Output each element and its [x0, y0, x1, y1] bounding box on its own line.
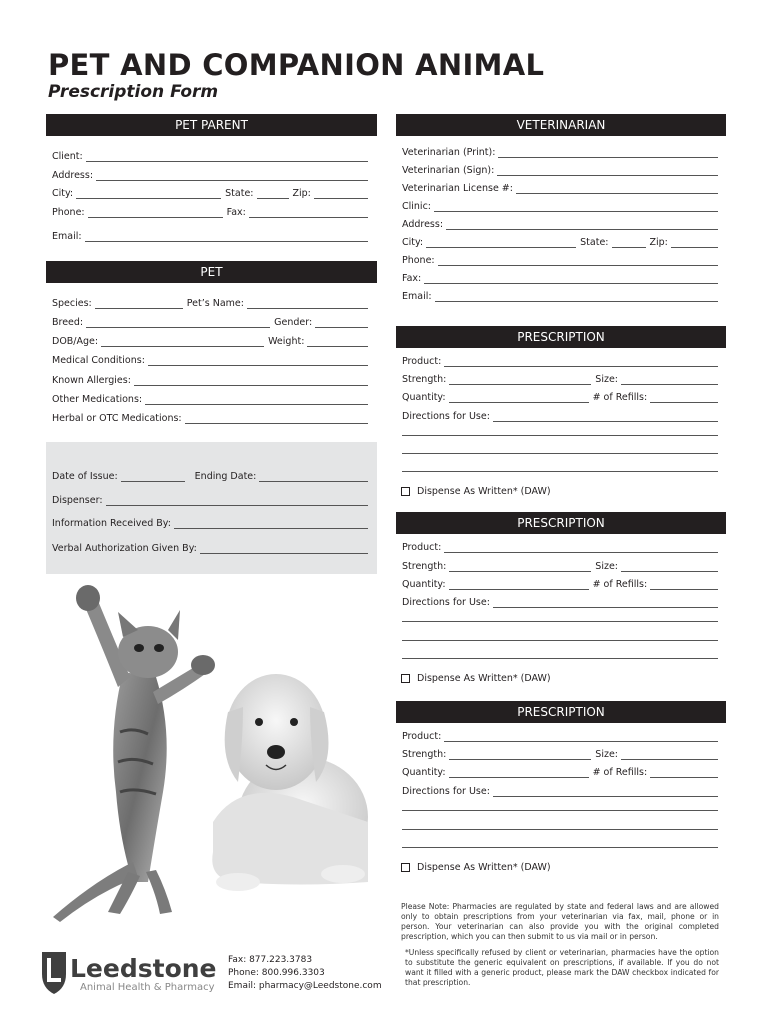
address-field[interactable]: Address:	[52, 167, 368, 181]
form-title: PET AND COMPANION ANIMAL	[48, 48, 545, 82]
rx2-strength-size-field[interactable]: Strength: Size:	[402, 558, 718, 572]
logo-tagline: Animal Health & Pharmacy	[80, 982, 215, 993]
other-medications-field[interactable]: Other Medications:	[52, 391, 368, 405]
dob-weight-field[interactable]: DOB/Age: Weight:	[52, 333, 368, 347]
rx1-directions-line-2[interactable]	[402, 435, 718, 436]
known-allergies-field[interactable]: Known Allergies:	[52, 372, 368, 386]
prescription-2-header: PRESCRIPTION	[396, 512, 726, 534]
phone-fax-field[interactable]: Phone: Fax:	[52, 204, 368, 218]
rx1-strength-size-field[interactable]: Strength: Size:	[402, 371, 718, 385]
contact-fax: Fax: 877.223.3783	[228, 955, 313, 965]
rx2-product-field[interactable]: Product:	[402, 539, 718, 553]
pet-parent-header: PET PARENT	[46, 114, 377, 136]
pet-header: PET	[46, 261, 377, 283]
rx2-directions-line-2[interactable]	[402, 621, 718, 622]
veterinarian-header: VETERINARIAN	[396, 114, 726, 136]
pharmacy-use-box	[46, 442, 377, 574]
generic-substitution-note: *Unless specifically refused by client or veterinarian, pharmacies have the option to substitute the generic equivalent on prescriptions, if available. If you do not want it filled with a generic product, please mark the DAW checkbox indicated for that prescription.	[405, 948, 719, 987]
city-state-zip-field[interactable]: City: State: Zip:	[52, 185, 368, 199]
issue-ending-date-field[interactable]: Date of Issue: Ending Date:	[52, 468, 368, 482]
rx2-daw-checkbox[interactable]: Dispense As Written* (DAW)	[401, 673, 551, 684]
clinic-field[interactable]: Clinic:	[402, 198, 718, 212]
rx3-strength-size-field[interactable]: Strength: Size:	[402, 746, 718, 760]
checkbox-icon	[401, 674, 410, 683]
herbal-otc-field[interactable]: Herbal or OTC Medications:	[52, 410, 368, 424]
rx2-directions-line-3[interactable]	[402, 640, 718, 641]
vet-license-field[interactable]: Veterinarian License #:	[402, 180, 718, 194]
form-subtitle: Prescription Form	[48, 82, 219, 102]
vet-sign-field[interactable]: Veterinarian (Sign):	[402, 162, 718, 176]
rx2-quantity-refills-field[interactable]: Quantity: # of Refills:	[402, 576, 718, 590]
pharmacy-note: Please Note: Pharmacies are regulated by state and federal laws and are allowed only to obtain prescriptions from your veterinarian via fax, mail, phone or in person. Your veterinarian can also provide you with the original completed prescription, which you can then submit to us via mail or in person.	[401, 902, 719, 941]
client-field[interactable]: Client:	[52, 148, 368, 162]
contact-email[interactable]: Email: pharmacy@Leedstone.com	[228, 981, 382, 991]
dispenser-field[interactable]: Dispenser:	[52, 492, 368, 506]
kitten-puppy-photo	[38, 582, 378, 927]
prescription-1-header: PRESCRIPTION	[396, 326, 726, 348]
rx1-directions-field[interactable]: Directions for Use:	[402, 408, 718, 422]
breed-gender-field[interactable]: Breed: Gender:	[52, 314, 368, 328]
rx3-quantity-refills-field[interactable]: Quantity: # of Refills:	[402, 764, 718, 778]
rx1-product-field[interactable]: Product:	[402, 353, 718, 367]
rx1-directions-line-4[interactable]	[402, 471, 718, 472]
species-name-field[interactable]: Species: Pet’s Name:	[52, 295, 368, 309]
rx3-daw-checkbox[interactable]: Dispense As Written* (DAW)	[401, 862, 551, 873]
info-received-field[interactable]: Information Received By:	[52, 515, 368, 529]
rx3-directions-line-2[interactable]	[402, 810, 718, 811]
vet-fax-field[interactable]: Fax:	[402, 270, 718, 284]
leedstone-logo	[40, 950, 225, 995]
leedstone-shield-icon	[42, 952, 66, 994]
checkbox-icon	[401, 487, 410, 496]
prescription-3-header: PRESCRIPTION	[396, 701, 726, 723]
rx2-directions-line-4[interactable]	[402, 658, 718, 659]
checkbox-icon	[401, 863, 410, 872]
rx3-directions-line-3[interactable]	[402, 829, 718, 830]
vet-email-field[interactable]: Email:	[402, 288, 718, 302]
rx1-directions-line-3[interactable]	[402, 453, 718, 454]
verbal-auth-field[interactable]: Verbal Authorization Given By:	[52, 540, 368, 554]
rx3-directions-line-4[interactable]	[402, 847, 718, 848]
vet-address-field[interactable]: Address:	[402, 216, 718, 230]
rx3-product-field[interactable]: Product:	[402, 728, 718, 742]
rx1-quantity-refills-field[interactable]: Quantity: # of Refills:	[402, 389, 718, 403]
medical-conditions-field[interactable]: Medical Conditions:	[52, 352, 368, 366]
email-field[interactable]: Email:	[52, 228, 368, 242]
vet-city-state-zip-field[interactable]: City: State: Zip:	[402, 234, 718, 248]
rx3-directions-field[interactable]: Directions for Use:	[402, 783, 718, 797]
rx2-directions-field[interactable]: Directions for Use:	[402, 594, 718, 608]
vet-phone-field[interactable]: Phone:	[402, 252, 718, 266]
logo-wordmark: Leedstone	[70, 954, 217, 983]
vet-print-field[interactable]: Veterinarian (Print):	[402, 144, 718, 158]
contact-phone: Phone: 800.996.3303	[228, 968, 325, 978]
rx1-daw-checkbox[interactable]: Dispense As Written* (DAW)	[401, 486, 551, 497]
